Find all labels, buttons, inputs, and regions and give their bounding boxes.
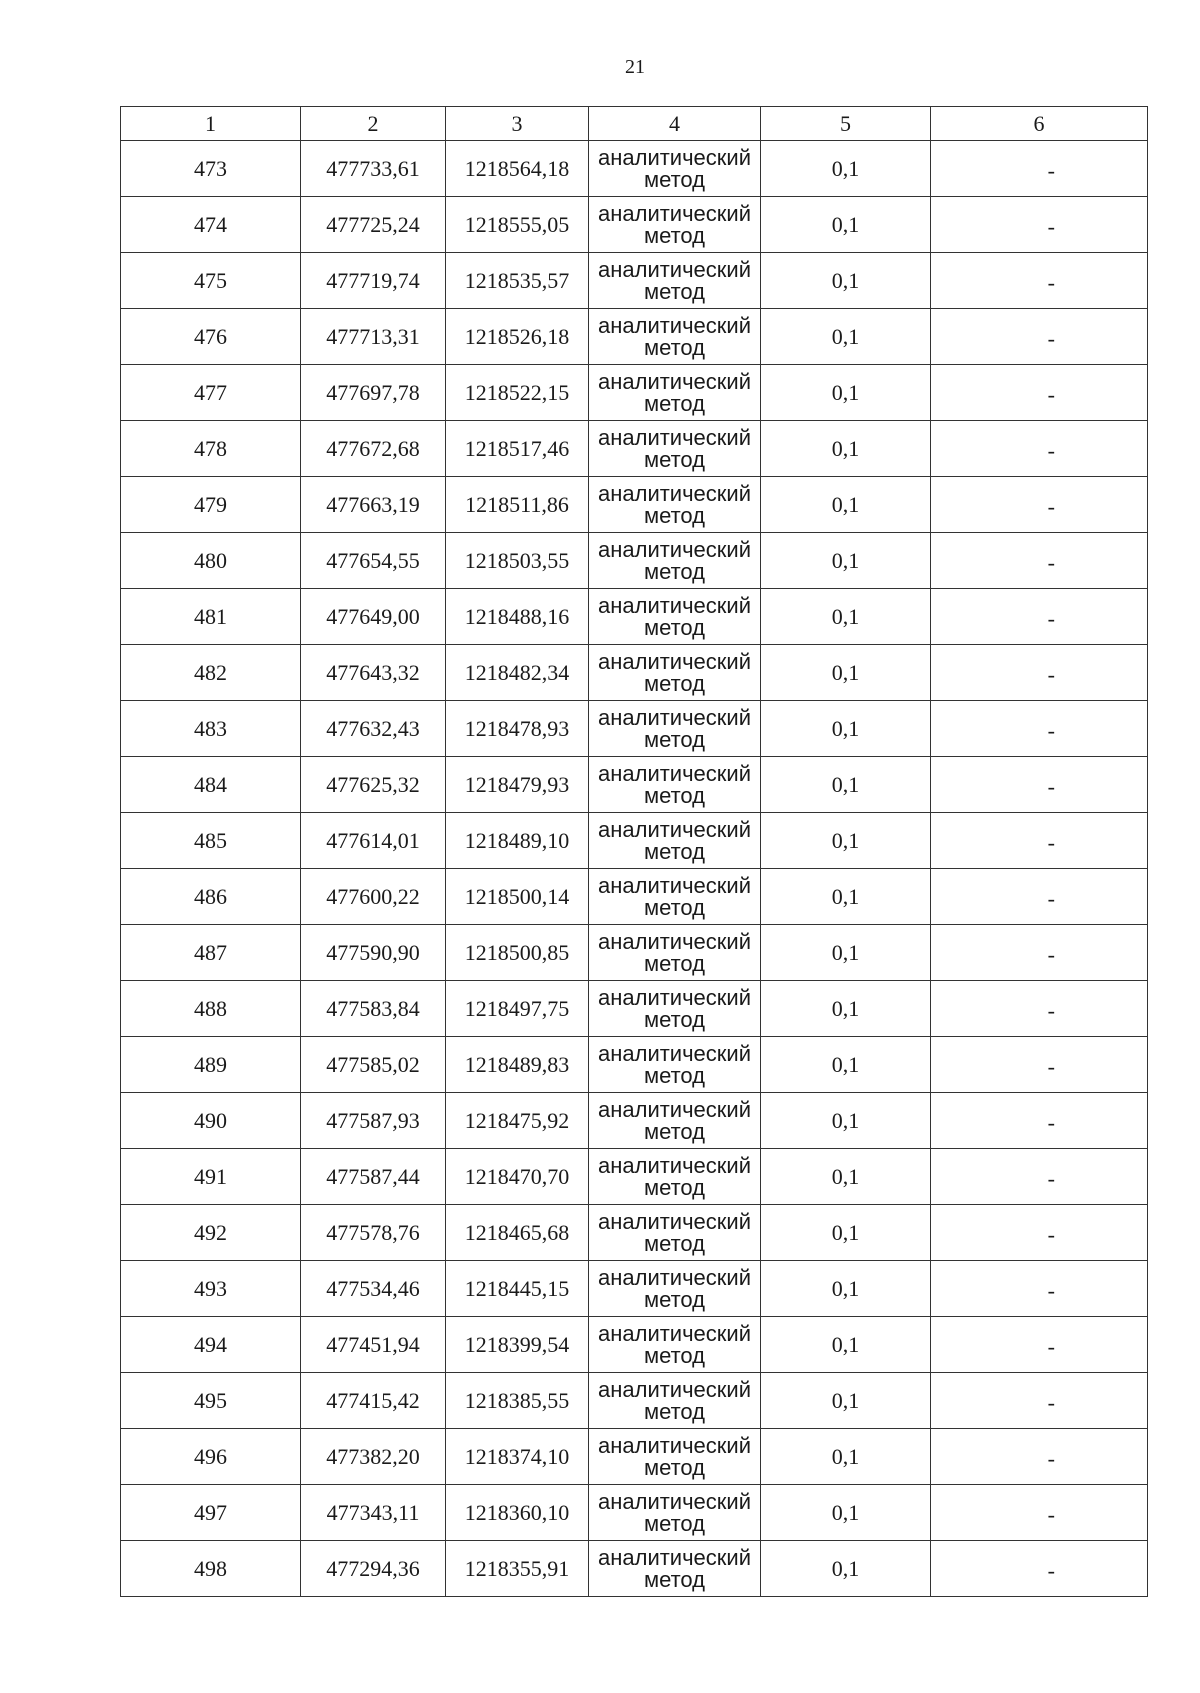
method-line-2: метод bbox=[643, 1006, 706, 1032]
method-line-2: метод bbox=[643, 838, 706, 864]
table-row bbox=[121, 589, 1148, 645]
method-line-2: метод bbox=[643, 1510, 706, 1536]
method-line-1: аналитический bbox=[597, 368, 751, 394]
point-number-cell: 483 bbox=[121, 701, 301, 757]
point-number-cell: 477 bbox=[121, 365, 301, 421]
table-row bbox=[121, 253, 1148, 309]
y-coordinate-cell: 1218355,91 bbox=[446, 1541, 589, 1597]
method-cell bbox=[589, 645, 761, 701]
header-cell-3: 3 bbox=[446, 107, 589, 141]
accuracy-cell: 0,1 bbox=[761, 1149, 931, 1205]
accuracy-cell: 0,1 bbox=[761, 1261, 931, 1317]
point-number-cell: 473 bbox=[121, 141, 301, 197]
y-coordinate-cell: 1218399,54 bbox=[446, 1317, 589, 1373]
description-cell bbox=[931, 253, 1148, 309]
description-value: - bbox=[1047, 493, 1055, 519]
description-value: - bbox=[1047, 269, 1055, 295]
description-cell bbox=[931, 701, 1148, 757]
description-value: - bbox=[1047, 213, 1055, 239]
method-line-1: аналитический bbox=[597, 144, 751, 170]
description-value: - bbox=[1047, 885, 1055, 911]
description-cell bbox=[931, 925, 1148, 981]
method-line-1: аналитический bbox=[597, 984, 751, 1010]
description-value: - bbox=[1047, 1445, 1055, 1471]
method-line-2: метод bbox=[643, 390, 706, 416]
table-row bbox=[121, 1317, 1148, 1373]
accuracy-cell: 0,1 bbox=[761, 925, 931, 981]
accuracy-cell: 0,1 bbox=[761, 421, 931, 477]
point-number-cell: 494 bbox=[121, 1317, 301, 1373]
table-row bbox=[121, 925, 1148, 981]
method-line-2: метод bbox=[643, 1342, 706, 1368]
description-value: - bbox=[1047, 1333, 1055, 1359]
method-line-1: аналитический bbox=[597, 424, 751, 450]
method-line-2: метод bbox=[643, 558, 706, 584]
method-line-2: метод bbox=[643, 894, 706, 920]
method-line-1: аналитический bbox=[597, 480, 751, 506]
table-row bbox=[121, 1373, 1148, 1429]
method-line-1: аналитический bbox=[597, 648, 751, 674]
method-line-2: метод bbox=[643, 1118, 706, 1144]
method-cell bbox=[589, 1485, 761, 1541]
method-line-2: метод bbox=[643, 782, 706, 808]
table-row bbox=[121, 365, 1148, 421]
point-number-cell: 493 bbox=[121, 1261, 301, 1317]
y-coordinate-cell: 1218511,86 bbox=[446, 477, 589, 533]
description-cell bbox=[931, 1149, 1148, 1205]
table-row bbox=[121, 813, 1148, 869]
table-header-row bbox=[121, 107, 1148, 141]
method-line-2: метод bbox=[643, 166, 706, 192]
point-number-cell: 485 bbox=[121, 813, 301, 869]
table-row bbox=[121, 981, 1148, 1037]
description-value: - bbox=[1047, 605, 1055, 631]
method-cell bbox=[589, 1373, 761, 1429]
method-line-1: аналитический bbox=[597, 256, 751, 282]
method-cell bbox=[589, 1037, 761, 1093]
table-row bbox=[121, 1485, 1148, 1541]
method-line-2: метод bbox=[643, 1062, 706, 1088]
method-line-1: аналитический bbox=[597, 816, 751, 842]
method-line-2: метод bbox=[643, 950, 706, 976]
header-cell-4: 4 bbox=[589, 107, 761, 141]
y-coordinate-cell: 1218564,18 bbox=[446, 141, 589, 197]
x-coordinate-cell: 477697,78 bbox=[301, 365, 446, 421]
method-cell bbox=[589, 869, 761, 925]
method-line-2: метод bbox=[643, 1286, 706, 1312]
description-value: - bbox=[1047, 157, 1055, 183]
header-cell-5: 5 bbox=[761, 107, 931, 141]
table-row bbox=[121, 701, 1148, 757]
y-coordinate-cell: 1218517,46 bbox=[446, 421, 589, 477]
point-number-cell: 482 bbox=[121, 645, 301, 701]
accuracy-cell: 0,1 bbox=[761, 477, 931, 533]
y-coordinate-cell: 1218488,16 bbox=[446, 589, 589, 645]
description-value: - bbox=[1047, 1501, 1055, 1527]
method-line-1: аналитический bbox=[597, 1488, 751, 1514]
description-cell bbox=[931, 421, 1148, 477]
table-row bbox=[121, 477, 1148, 533]
description-value: - bbox=[1047, 1389, 1055, 1415]
point-number-cell: 498 bbox=[121, 1541, 301, 1597]
table-row bbox=[121, 757, 1148, 813]
description-cell bbox=[931, 1205, 1148, 1261]
method-line-2: метод bbox=[643, 502, 706, 528]
method-line-2: метод bbox=[643, 446, 706, 472]
y-coordinate-cell: 1218526,18 bbox=[446, 309, 589, 365]
method-cell bbox=[589, 141, 761, 197]
description-cell bbox=[931, 869, 1148, 925]
description-value: - bbox=[1047, 437, 1055, 463]
point-number-cell: 492 bbox=[121, 1205, 301, 1261]
table-row bbox=[121, 197, 1148, 253]
y-coordinate-cell: 1218503,55 bbox=[446, 533, 589, 589]
table-row bbox=[121, 869, 1148, 925]
x-coordinate-cell: 477733,61 bbox=[301, 141, 446, 197]
method-cell bbox=[589, 533, 761, 589]
description-value: - bbox=[1047, 1277, 1055, 1303]
method-cell bbox=[589, 1149, 761, 1205]
method-cell bbox=[589, 309, 761, 365]
method-line-1: аналитический bbox=[597, 1096, 751, 1122]
accuracy-cell: 0,1 bbox=[761, 253, 931, 309]
x-coordinate-cell: 477590,90 bbox=[301, 925, 446, 981]
method-line-1: аналитический bbox=[597, 1432, 751, 1458]
coordinates-table bbox=[120, 106, 1148, 1597]
point-number-cell: 481 bbox=[121, 589, 301, 645]
accuracy-cell: 0,1 bbox=[761, 1373, 931, 1429]
point-number-cell: 474 bbox=[121, 197, 301, 253]
accuracy-cell: 0,1 bbox=[761, 365, 931, 421]
accuracy-cell: 0,1 bbox=[761, 1037, 931, 1093]
x-coordinate-cell: 477725,24 bbox=[301, 197, 446, 253]
description-cell bbox=[931, 197, 1148, 253]
x-coordinate-cell: 477587,93 bbox=[301, 1093, 446, 1149]
table-row bbox=[121, 645, 1148, 701]
point-number-cell: 495 bbox=[121, 1373, 301, 1429]
table-row bbox=[121, 309, 1148, 365]
method-line-1: аналитический bbox=[597, 1040, 751, 1066]
y-coordinate-cell: 1218475,92 bbox=[446, 1093, 589, 1149]
description-cell bbox=[931, 1429, 1148, 1485]
header-cell-1: 1 bbox=[121, 107, 301, 141]
method-cell bbox=[589, 253, 761, 309]
method-line-1: аналитический bbox=[597, 872, 751, 898]
method-line-1: аналитический bbox=[597, 1208, 751, 1234]
description-value: - bbox=[1047, 1109, 1055, 1135]
method-line-1: аналитический bbox=[597, 200, 751, 226]
method-line-1: аналитический bbox=[597, 704, 751, 730]
table-row bbox=[121, 1429, 1148, 1485]
x-coordinate-cell: 477534,46 bbox=[301, 1261, 446, 1317]
table-body bbox=[121, 107, 1148, 1597]
x-coordinate-cell: 477415,42 bbox=[301, 1373, 446, 1429]
method-line-1: аналитический bbox=[597, 592, 751, 618]
y-coordinate-cell: 1218497,75 bbox=[446, 981, 589, 1037]
point-number-cell: 488 bbox=[121, 981, 301, 1037]
description-cell bbox=[931, 1261, 1148, 1317]
description-value: - bbox=[1047, 997, 1055, 1023]
method-cell bbox=[589, 365, 761, 421]
method-line-2: метод bbox=[643, 278, 706, 304]
description-value: - bbox=[1047, 717, 1055, 743]
method-cell bbox=[589, 1205, 761, 1261]
point-number-cell: 497 bbox=[121, 1485, 301, 1541]
x-coordinate-cell: 477713,31 bbox=[301, 309, 446, 365]
description-cell bbox=[931, 1317, 1148, 1373]
method-line-1: аналитический bbox=[597, 1264, 751, 1290]
accuracy-cell: 0,1 bbox=[761, 1429, 931, 1485]
page-number: 21 bbox=[625, 56, 645, 78]
y-coordinate-cell: 1218445,15 bbox=[446, 1261, 589, 1317]
x-coordinate-cell: 477382,20 bbox=[301, 1429, 446, 1485]
point-number-cell: 487 bbox=[121, 925, 301, 981]
method-line-2: метод bbox=[643, 1174, 706, 1200]
method-line-2: метод bbox=[643, 670, 706, 696]
description-value: - bbox=[1047, 773, 1055, 799]
y-coordinate-cell: 1218465,68 bbox=[446, 1205, 589, 1261]
method-line-1: аналитический bbox=[597, 928, 751, 954]
y-coordinate-cell: 1218555,05 bbox=[446, 197, 589, 253]
y-coordinate-cell: 1218385,55 bbox=[446, 1373, 589, 1429]
accuracy-cell: 0,1 bbox=[761, 645, 931, 701]
point-number-cell: 475 bbox=[121, 253, 301, 309]
y-coordinate-cell: 1218482,34 bbox=[446, 645, 589, 701]
x-coordinate-cell: 477614,01 bbox=[301, 813, 446, 869]
method-cell bbox=[589, 477, 761, 533]
description-value: - bbox=[1047, 1165, 1055, 1191]
x-coordinate-cell: 477343,11 bbox=[301, 1485, 446, 1541]
description-value: - bbox=[1047, 1557, 1055, 1583]
accuracy-cell: 0,1 bbox=[761, 757, 931, 813]
x-coordinate-cell: 477451,94 bbox=[301, 1317, 446, 1373]
x-coordinate-cell: 477294,36 bbox=[301, 1541, 446, 1597]
table-row bbox=[121, 1093, 1148, 1149]
method-line-1: аналитический bbox=[597, 1376, 751, 1402]
method-cell bbox=[589, 1429, 761, 1485]
description-cell bbox=[931, 365, 1148, 421]
method-line-2: метод bbox=[643, 334, 706, 360]
point-number-cell: 489 bbox=[121, 1037, 301, 1093]
x-coordinate-cell: 477578,76 bbox=[301, 1205, 446, 1261]
header-cell-2: 2 bbox=[301, 107, 446, 141]
description-cell bbox=[931, 757, 1148, 813]
description-value: - bbox=[1047, 829, 1055, 855]
description-value: - bbox=[1047, 549, 1055, 575]
accuracy-cell: 0,1 bbox=[761, 1541, 931, 1597]
description-value: - bbox=[1047, 381, 1055, 407]
point-number-cell: 486 bbox=[121, 869, 301, 925]
x-coordinate-cell: 477632,43 bbox=[301, 701, 446, 757]
y-coordinate-cell: 1218522,15 bbox=[446, 365, 589, 421]
table-row bbox=[121, 533, 1148, 589]
y-coordinate-cell: 1218500,14 bbox=[446, 869, 589, 925]
description-cell bbox=[931, 1093, 1148, 1149]
description-cell bbox=[931, 1373, 1148, 1429]
y-coordinate-cell: 1218489,10 bbox=[446, 813, 589, 869]
y-coordinate-cell: 1218470,70 bbox=[446, 1149, 589, 1205]
description-value: - bbox=[1047, 1221, 1055, 1247]
accuracy-cell: 0,1 bbox=[761, 1485, 931, 1541]
table-row bbox=[121, 1037, 1148, 1093]
point-number-cell: 484 bbox=[121, 757, 301, 813]
y-coordinate-cell: 1218479,93 bbox=[446, 757, 589, 813]
x-coordinate-cell: 477625,32 bbox=[301, 757, 446, 813]
method-cell bbox=[589, 1261, 761, 1317]
accuracy-cell: 0,1 bbox=[761, 197, 931, 253]
method-line-2: метод bbox=[643, 1398, 706, 1424]
accuracy-cell: 0,1 bbox=[761, 1093, 931, 1149]
x-coordinate-cell: 477654,55 bbox=[301, 533, 446, 589]
accuracy-cell: 0,1 bbox=[761, 813, 931, 869]
method-line-2: метод bbox=[643, 614, 706, 640]
method-cell bbox=[589, 701, 761, 757]
point-number-cell: 491 bbox=[121, 1149, 301, 1205]
table-row bbox=[121, 1205, 1148, 1261]
point-number-cell: 496 bbox=[121, 1429, 301, 1485]
method-line-2: метод bbox=[643, 1566, 706, 1592]
description-value: - bbox=[1047, 941, 1055, 967]
y-coordinate-cell: 1218478,93 bbox=[446, 701, 589, 757]
method-cell bbox=[589, 981, 761, 1037]
x-coordinate-cell: 477585,02 bbox=[301, 1037, 446, 1093]
method-line-2: метод bbox=[643, 1454, 706, 1480]
method-line-1: аналитический bbox=[597, 536, 751, 562]
point-number-cell: 480 bbox=[121, 533, 301, 589]
table-row bbox=[121, 1261, 1148, 1317]
x-coordinate-cell: 477600,22 bbox=[301, 869, 446, 925]
description-cell bbox=[931, 1485, 1148, 1541]
x-coordinate-cell: 477663,19 bbox=[301, 477, 446, 533]
method-cell bbox=[589, 589, 761, 645]
description-cell bbox=[931, 141, 1148, 197]
description-cell bbox=[931, 309, 1148, 365]
method-line-1: аналитический bbox=[597, 1544, 751, 1570]
method-line-2: метод bbox=[643, 222, 706, 248]
y-coordinate-cell: 1218500,85 bbox=[446, 925, 589, 981]
description-cell bbox=[931, 1037, 1148, 1093]
method-line-1: аналитический bbox=[597, 760, 751, 786]
method-line-2: метод bbox=[643, 726, 706, 752]
accuracy-cell: 0,1 bbox=[761, 141, 931, 197]
accuracy-cell: 0,1 bbox=[761, 1317, 931, 1373]
point-number-cell: 478 bbox=[121, 421, 301, 477]
x-coordinate-cell: 477649,00 bbox=[301, 589, 446, 645]
description-value: - bbox=[1047, 1053, 1055, 1079]
x-coordinate-cell: 477583,84 bbox=[301, 981, 446, 1037]
method-line-1: аналитический bbox=[597, 312, 751, 338]
description-cell bbox=[931, 645, 1148, 701]
accuracy-cell: 0,1 bbox=[761, 533, 931, 589]
description-cell bbox=[931, 1541, 1148, 1597]
point-number-cell: 479 bbox=[121, 477, 301, 533]
point-number-cell: 476 bbox=[121, 309, 301, 365]
description-cell bbox=[931, 813, 1148, 869]
accuracy-cell: 0,1 bbox=[761, 589, 931, 645]
x-coordinate-cell: 477719,74 bbox=[301, 253, 446, 309]
description-cell bbox=[931, 477, 1148, 533]
method-cell bbox=[589, 813, 761, 869]
point-number-cell: 490 bbox=[121, 1093, 301, 1149]
x-coordinate-cell: 477587,44 bbox=[301, 1149, 446, 1205]
accuracy-cell: 0,1 bbox=[761, 309, 931, 365]
method-cell bbox=[589, 757, 761, 813]
table-row bbox=[121, 1541, 1148, 1597]
method-cell bbox=[589, 1541, 761, 1597]
description-cell bbox=[931, 981, 1148, 1037]
y-coordinate-cell: 1218489,83 bbox=[446, 1037, 589, 1093]
accuracy-cell: 0,1 bbox=[761, 869, 931, 925]
y-coordinate-cell: 1218535,57 bbox=[446, 253, 589, 309]
method-cell bbox=[589, 925, 761, 981]
y-coordinate-cell: 1218360,10 bbox=[446, 1485, 589, 1541]
table-row bbox=[121, 141, 1148, 197]
accuracy-cell: 0,1 bbox=[761, 1205, 931, 1261]
description-cell bbox=[931, 533, 1148, 589]
y-coordinate-cell: 1218374,10 bbox=[446, 1429, 589, 1485]
method-cell bbox=[589, 197, 761, 253]
description-value: - bbox=[1047, 661, 1055, 687]
accuracy-cell: 0,1 bbox=[761, 701, 931, 757]
method-cell bbox=[589, 1093, 761, 1149]
description-cell bbox=[931, 589, 1148, 645]
method-line-1: аналитический bbox=[597, 1320, 751, 1346]
header-cell-6: 6 bbox=[931, 107, 1148, 141]
method-line-2: метод bbox=[643, 1230, 706, 1256]
x-coordinate-cell: 477643,32 bbox=[301, 645, 446, 701]
table-row bbox=[121, 1149, 1148, 1205]
method-cell bbox=[589, 1317, 761, 1373]
method-line-1: аналитический bbox=[597, 1152, 751, 1178]
x-coordinate-cell: 477672,68 bbox=[301, 421, 446, 477]
accuracy-cell: 0,1 bbox=[761, 981, 931, 1037]
method-cell bbox=[589, 421, 761, 477]
table-row bbox=[121, 421, 1148, 477]
description-value: - bbox=[1047, 325, 1055, 351]
